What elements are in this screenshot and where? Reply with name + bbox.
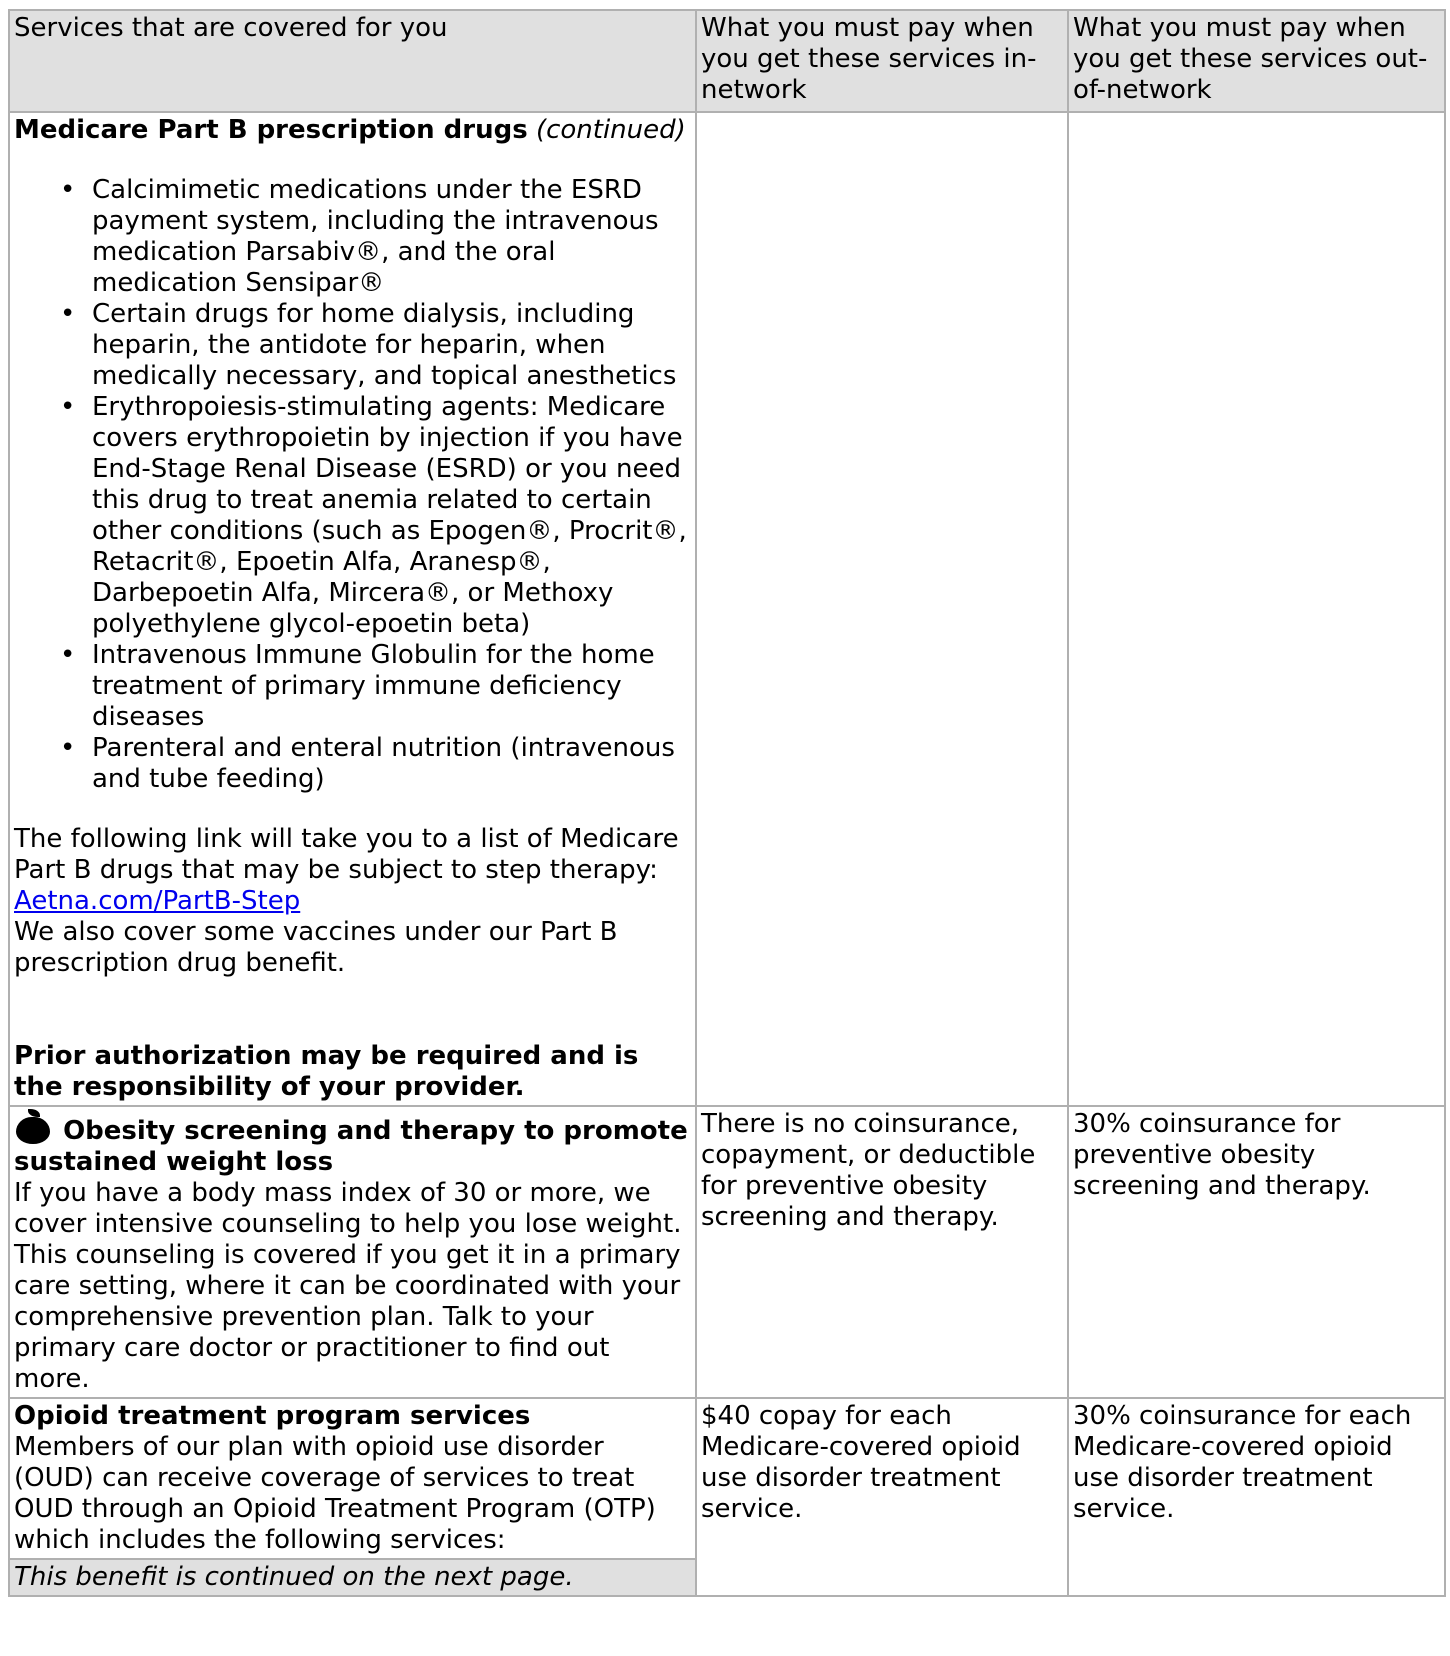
obesity-out-network-cell: 30% coinsurance for preventive obesity screening and therapy. <box>1068 1106 1445 1398</box>
continued-note: This benefit is continued on the next page. <box>10 1558 695 1595</box>
list-item: • Calcimimetic medications under the ESRD payment system, including the intravenous medication Parsabiv®, and the oral medication Sensipar® <box>92 175 691 299</box>
header-row <box>9 10 1445 112</box>
opioid-in-network-cell: $40 copay for each Medicare-covered opioid use disorder treatment service. <box>696 1398 1068 1596</box>
part-b-title: Medicare Part B prescription drugs <box>14 115 528 145</box>
part-b-out-network-cell <box>1068 112 1445 1106</box>
spacer <box>14 979 691 1041</box>
benefits-table <box>8 9 1446 1597</box>
prior-auth-text: Prior authorization may be required and is the responsibility of your provider. <box>14 1041 639 1102</box>
step-therapy-text: The following link will take you to a list of Medicare Part B drugs that may be subject to step therapy: <box>14 824 679 885</box>
part-b-continued: (continued) <box>535 115 686 145</box>
part-b-row <box>9 112 1445 1106</box>
apple-icon <box>14 1109 54 1143</box>
opioid-services-cell <box>9 1398 696 1596</box>
step-therapy-link[interactable]: Aetna.com/PartB-Step <box>14 886 301 916</box>
opioid-body: Members of our plan with opioid use disorder (OUD) can receive coverage of services to treat OUD through an Opioid Treatment Program (OTP) which includes the following services: <box>14 1432 656 1555</box>
opioid-title: Opioid treatment program services <box>14 1401 531 1431</box>
obesity-row <box>9 1106 1445 1398</box>
list-item: • Certain drugs for home dialysis, including heparin, the antidote for heparin, when medically necessary, and topical anesthetics <box>92 299 691 392</box>
header-in-network: What you must pay when you get these services in-network <box>696 10 1068 112</box>
part-b-services-cell <box>9 112 696 1106</box>
part-b-drug-list <box>14 175 691 795</box>
list-item: • Intravenous Immune Globulin for the home treatment of primary immune deficiency diseases <box>92 640 691 733</box>
list-item: • Erythropoiesis-stimulating agents: Medicare covers erythropoietin by injection if you have End-Stage Renal Disease (ESRD) or you need this drug to treat anemia related to certain other conditions (such as Epogen®, Procrit®, Retacrit®, Epoetin Alfa, Aranesp®, Darbepoetin Alfa, Mircera®, or Methoxy polyethylene glycol-epoetin beta) <box>92 392 691 640</box>
obesity-title: Obesity screening and therapy to promote sustained weight loss <box>14 1116 688 1177</box>
part-b-in-network-cell <box>696 112 1068 1106</box>
opioid-out-network-cell: 30% coinsurance for each Medicare-covered opioid use disorder treatment service. <box>1068 1398 1445 1596</box>
obesity-in-network-cell: There is no coinsurance, copayment, or deductible for preventive obesity screening and therapy. <box>696 1106 1068 1398</box>
vaccines-text: We also cover some vaccines under our Part B prescription drug benefit. <box>14 917 618 978</box>
obesity-heading <box>14 1109 691 1178</box>
opioid-row <box>9 1398 1445 1596</box>
opioid-main <box>10 1399 695 1558</box>
header-services: Services that are covered for you <box>9 10 696 112</box>
header-out-of-network: What you must pay when you get these services out-of-network <box>1068 10 1445 112</box>
obesity-services-cell <box>9 1106 696 1398</box>
part-b-heading <box>14 115 691 146</box>
obesity-body: If you have a body mass index of 30 or more, we cover intensive counseling to help you lose weight. This counseling is covered if you get it in a primary care setting, where it can be coordinated with your comprehensive prevention plan. Talk to your primary care doctor or practitioner to find out more. <box>14 1178 682 1394</box>
step-therapy-paragraph <box>14 824 691 917</box>
list-item: • Parenteral and enteral nutrition (intravenous and tube feeding) <box>92 733 691 795</box>
